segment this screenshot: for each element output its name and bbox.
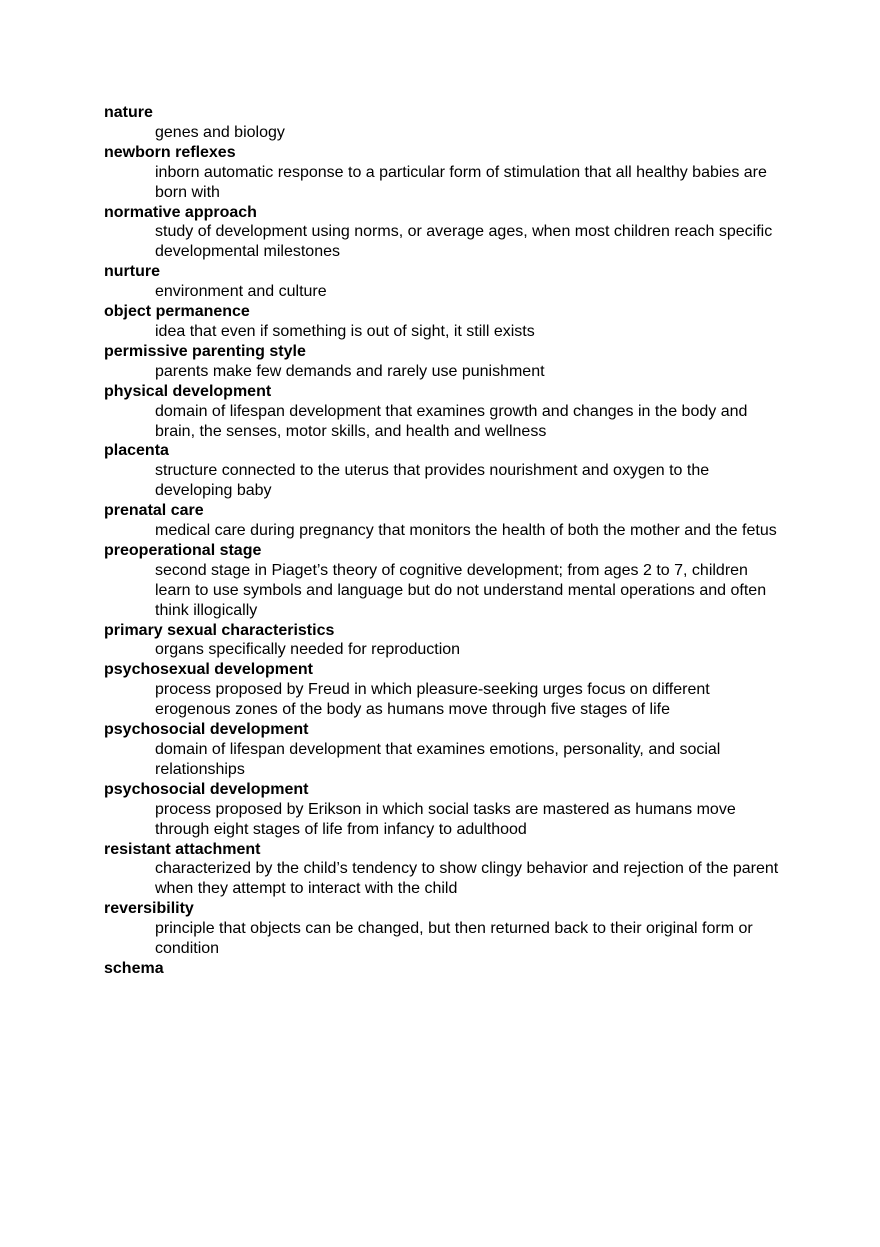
glossary-term: psychosocial development — [104, 721, 309, 739]
glossary-term: nurture — [104, 263, 160, 281]
glossary-entry — [104, 780, 794, 840]
glossary-entry — [104, 342, 794, 382]
glossary-entry — [104, 143, 794, 203]
glossary-entry — [104, 541, 794, 621]
glossary-term: resistant attachment — [104, 840, 261, 858]
glossary-term: psychosocial development — [104, 780, 309, 798]
glossary-entry — [104, 441, 794, 501]
glossary-term: preoperational stage — [104, 541, 262, 559]
glossary-definition: characterized by the child’s tendency to show clingy behavior and rejection of the parent when they attempt to interact with the child — [155, 860, 779, 898]
glossary-entry — [104, 959, 794, 979]
glossary-definition: idea that even if something is out of sight, it still exists — [155, 322, 535, 340]
glossary-definition: inborn automatic response to a particular form of stimulation that all healthy babies are born with — [155, 163, 767, 201]
glossary-definition: genes and biology — [155, 123, 285, 141]
glossary-definition: parents make few demands and rarely use punishment — [155, 362, 545, 380]
glossary-entry — [104, 262, 794, 302]
glossary-definition: principle that objects can be changed, but then returned back to their original form or condition — [155, 920, 753, 958]
glossary-entry — [104, 203, 794, 263]
glossary-entry — [104, 720, 794, 780]
glossary-definition: organs specifically needed for reproduction — [155, 641, 461, 659]
glossary-entry — [104, 840, 794, 900]
glossary-entry — [104, 501, 794, 541]
glossary-entry — [104, 660, 794, 720]
glossary-definition: medical care during pregnancy that monitors the health of both the mother and the fetus — [155, 522, 777, 540]
glossary-definition: structure connected to the uterus that provides nourishment and oxygen to the developing baby — [155, 462, 710, 500]
glossary-term: reversibility — [104, 900, 194, 918]
glossary-definition: study of development using norms, or average ages, when most children reach specific developmental milestones — [155, 223, 773, 261]
glossary-term: physical development — [104, 382, 272, 400]
glossary-term: permissive parenting style — [104, 342, 306, 360]
glossary-definition: process proposed by Freud in which pleasure-seeking urges focus on different erogenous zones of the body as humans move through five stages of life — [155, 681, 710, 719]
glossary-entry — [104, 382, 794, 442]
glossary-term: newborn reflexes — [104, 143, 236, 161]
glossary-definition: environment and culture — [155, 283, 327, 301]
glossary-term: normative approach — [104, 203, 257, 221]
glossary-entry — [104, 621, 794, 661]
glossary-term: placenta — [104, 442, 169, 460]
glossary-definition: process proposed by Erikson in which social tasks are mastered as humans move through eight stages of life from infancy to adulthood — [155, 800, 736, 838]
glossary-entry — [104, 302, 794, 342]
glossary-term: schema — [104, 959, 164, 977]
glossary-term: object permanence — [104, 303, 250, 321]
glossary-term: primary sexual characteristics — [104, 621, 335, 639]
glossary-entry — [104, 899, 794, 959]
glossary-page — [104, 103, 794, 979]
glossary-entry — [104, 103, 794, 143]
glossary-definition: second stage in Piaget’s theory of cognitive development; from ages 2 to 7, children learn to use symbols and language but do not understand mental operations and often think illogically — [155, 561, 767, 619]
glossary-definition: domain of lifespan development that examines growth and changes in the body and brain, the senses, motor skills, and health and wellness — [155, 402, 748, 440]
glossary-term: psychosexual development — [104, 661, 313, 679]
glossary-term: prenatal care — [104, 502, 204, 520]
glossary-term: nature — [104, 104, 153, 121]
glossary-definition: domain of lifespan development that examines emotions, personality, and social relationships — [155, 741, 721, 778]
